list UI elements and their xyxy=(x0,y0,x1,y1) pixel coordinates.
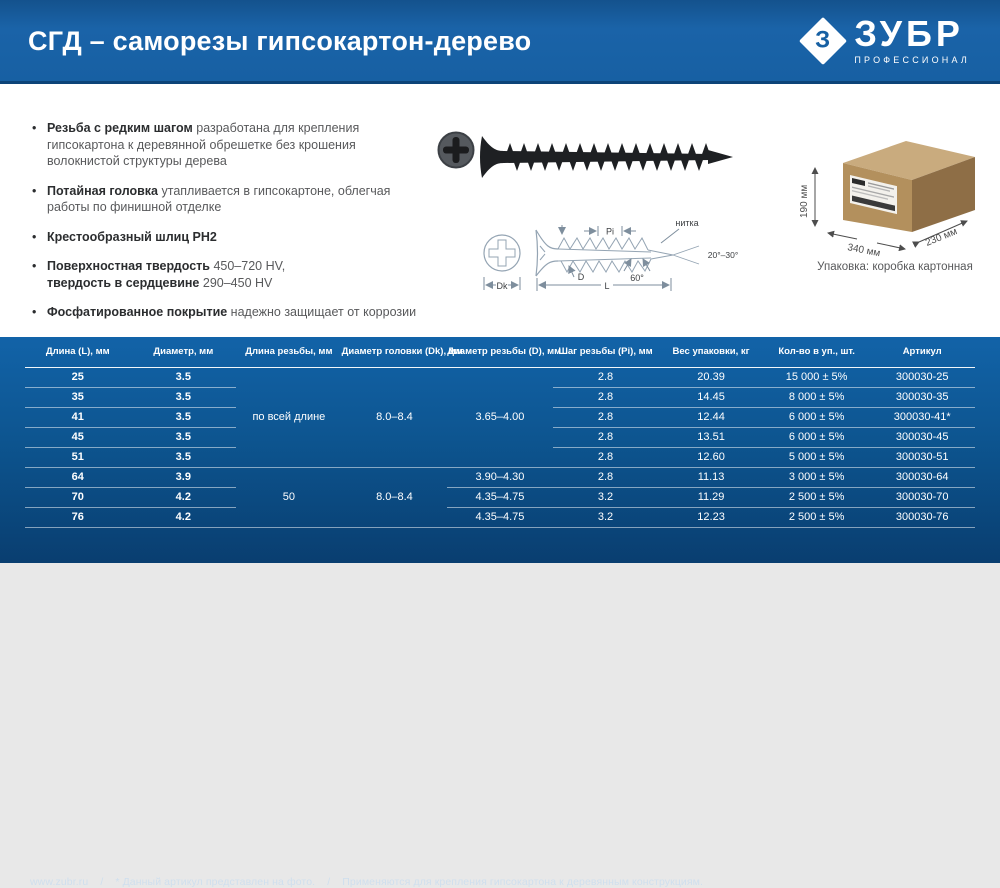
table-header-row xyxy=(25,337,975,367)
cell-diameter: 3.5 xyxy=(131,387,237,407)
label-d: D xyxy=(577,272,585,282)
cell-head-diameter-merged: 8.0–8.4 xyxy=(342,367,448,467)
cell-pitch: 3.2 xyxy=(553,487,659,507)
cell-qty: 15 000 ± 5% xyxy=(764,367,870,387)
box-icon xyxy=(843,141,975,232)
site-link[interactable]: www.zubr.ru xyxy=(30,876,89,888)
zubr-diamond-icon xyxy=(799,17,847,65)
footer-separator: / xyxy=(100,876,104,888)
cell-diameter: 3.9 xyxy=(131,467,237,487)
col-header-qty: Кол-во в уп., шт. xyxy=(764,337,870,367)
cell-weight: 12.44 xyxy=(658,407,764,427)
cell-weight: 12.23 xyxy=(658,507,764,527)
label-pi: Pi xyxy=(605,226,615,237)
table-row xyxy=(25,367,975,387)
col-header-thread-diameter: Диаметр резьбы (D), мм xyxy=(447,337,553,367)
cell-weight: 12.60 xyxy=(658,447,764,467)
feature-list xyxy=(30,120,422,334)
cell-diameter: 3.5 xyxy=(131,447,237,467)
cell-pitch: 3.2 xyxy=(553,507,659,527)
brand-logo xyxy=(806,13,970,65)
cell-thread-diameter: 4.35–4.75 xyxy=(447,507,553,527)
zubr-letter: З xyxy=(815,26,831,54)
cell-diameter: 3.5 xyxy=(131,407,237,427)
cell-length: 45 xyxy=(25,427,131,447)
cell-sku: 300030-35 xyxy=(869,387,975,407)
cell-qty: 2 500 ± 5% xyxy=(764,487,870,507)
cell-qty: 6 000 ± 5% xyxy=(764,427,870,447)
cell-thread-length-merged: 50 xyxy=(236,467,342,527)
feature-item xyxy=(30,120,422,170)
cell-pitch: 2.8 xyxy=(553,387,659,407)
feature-text: разработана для крепления гипсокартона к деревянной обрешетке без крошения волокнистой структуры дерева xyxy=(47,121,360,168)
cell-qty: 3 000 ± 5% xyxy=(764,467,870,487)
cell-length: 76 xyxy=(25,507,131,527)
col-header-head-diameter: Диаметр головки (Dk), мм xyxy=(342,337,448,367)
cell-pitch: 2.8 xyxy=(553,427,659,447)
cell-length: 70 xyxy=(25,487,131,507)
cell-diameter: 4.2 xyxy=(131,487,237,507)
feature-lead: Крестообразный шлиц PH2 xyxy=(47,229,217,244)
cell-thread-diameter: 3.90–4.30 xyxy=(447,467,553,487)
feature-item xyxy=(30,183,422,216)
table-row xyxy=(25,467,975,487)
page-header xyxy=(0,0,1000,84)
col-header-length: Длина (L), мм xyxy=(25,337,131,367)
cell-diameter: 3.5 xyxy=(131,427,237,447)
cell-pitch: 2.8 xyxy=(553,467,659,487)
label-dk: Dk xyxy=(496,281,508,291)
cell-length: 35 xyxy=(25,387,131,407)
col-header-pitch: Шаг резьбы (Pi), мм xyxy=(553,337,659,367)
label-thread: нитка xyxy=(675,218,699,228)
cell-weight: 14.45 xyxy=(658,387,764,407)
feature-text: надежно защищает от коррозии xyxy=(227,305,417,319)
cell-length: 64 xyxy=(25,467,131,487)
cell-qty: 8 000 ± 5% xyxy=(764,387,870,407)
footer-separator: / xyxy=(327,876,331,888)
feature-text: 290–450 HV xyxy=(199,275,273,290)
screw-head-view-icon xyxy=(439,133,474,168)
screw-side-view-icon xyxy=(480,136,733,178)
dim-length: 340 мм xyxy=(846,242,882,260)
cell-diameter: 4.2 xyxy=(131,507,237,527)
cell-head-diameter-merged: 8.0–8.4 xyxy=(342,467,448,527)
col-header-sku: Артикул xyxy=(869,337,975,367)
cell-weight: 13.51 xyxy=(658,427,764,447)
feature-item xyxy=(30,258,422,291)
cell-sku: 300030-70 xyxy=(869,487,975,507)
page-title: СГД – саморезы гипсокартон-дерево xyxy=(28,26,532,56)
dim-depth: 230 мм xyxy=(924,226,959,249)
cell-thread-diameter: 4.35–4.75 xyxy=(447,487,553,507)
cell-length: 41 xyxy=(25,407,131,427)
feature-text: 450–720 HV, xyxy=(209,259,286,273)
brand-text-block xyxy=(854,13,970,65)
feature-lead: Резьба с редким шагом xyxy=(47,121,193,135)
cell-thread-diameter-merged: 3.65–4.00 xyxy=(447,367,553,467)
label-tip-angle: 20°–30° xyxy=(707,250,739,260)
cell-length: 25 xyxy=(25,367,131,387)
cell-qty: 2 500 ± 5% xyxy=(764,507,870,527)
feature-lead: Поверхностная твердость xyxy=(47,259,210,273)
cell-sku: 300030-41* xyxy=(869,407,975,427)
footer-note-sku: * Данный артикул представлен на фото. xyxy=(115,876,316,888)
label-thread-angle: 60° xyxy=(630,273,644,283)
screw-photo xyxy=(420,110,750,215)
page-footer xyxy=(30,876,703,888)
feature-item xyxy=(30,304,422,321)
cell-pitch: 2.8 xyxy=(553,407,659,427)
cell-thread-length-merged: по всей длине xyxy=(236,367,342,467)
footer-note-usage: Применяются для крепления гипсокартона к деревянным конструкциям. xyxy=(342,876,704,888)
label-l: L xyxy=(604,281,610,291)
cell-pitch: 2.8 xyxy=(553,447,659,467)
col-header-diameter: Диаметр, мм xyxy=(131,337,237,367)
package-box-illustration xyxy=(795,128,995,258)
cell-sku: 300030-64 xyxy=(869,467,975,487)
dim-height: 190 мм xyxy=(799,184,810,218)
table-row xyxy=(25,487,975,507)
cell-weight: 11.29 xyxy=(658,487,764,507)
cell-qty: 5 000 ± 5% xyxy=(764,447,870,467)
feature-item xyxy=(30,229,422,246)
spec-table xyxy=(25,337,975,528)
col-header-thread-length: Длина резьбы, мм xyxy=(236,337,342,367)
table-row xyxy=(25,507,975,527)
cell-sku: 300030-51 xyxy=(869,447,975,467)
cell-pitch: 2.8 xyxy=(553,367,659,387)
cell-diameter: 3.5 xyxy=(131,367,237,387)
feature-text: утапливается в гипсокартоне, облегчая работы по финишной отделке xyxy=(47,183,391,214)
brand-name: ЗУБР xyxy=(854,13,964,54)
brand-subtitle: ПРОФЕССИОНАЛ xyxy=(854,55,970,65)
cell-sku: 300030-45 xyxy=(869,427,975,447)
cell-sku: 300030-76 xyxy=(869,507,975,527)
cell-weight: 11.13 xyxy=(658,467,764,487)
cell-qty: 6 000 ± 5% xyxy=(764,407,870,427)
cell-length: 51 xyxy=(25,447,131,467)
feature-lead: твердость в сердцевине xyxy=(47,275,200,290)
package-caption: Упаковка: коробка картонная xyxy=(817,261,973,273)
spec-table-section xyxy=(0,337,1000,888)
screw-dimension-diagram xyxy=(455,213,755,320)
col-header-weight: Вес упаковки, кг xyxy=(658,337,764,367)
cell-sku: 300030-25 xyxy=(869,367,975,387)
feature-lead: Потайная головка xyxy=(47,183,159,198)
feature-lead: Фосфатированное покрытие xyxy=(47,305,228,319)
cell-weight: 20.39 xyxy=(658,367,764,387)
